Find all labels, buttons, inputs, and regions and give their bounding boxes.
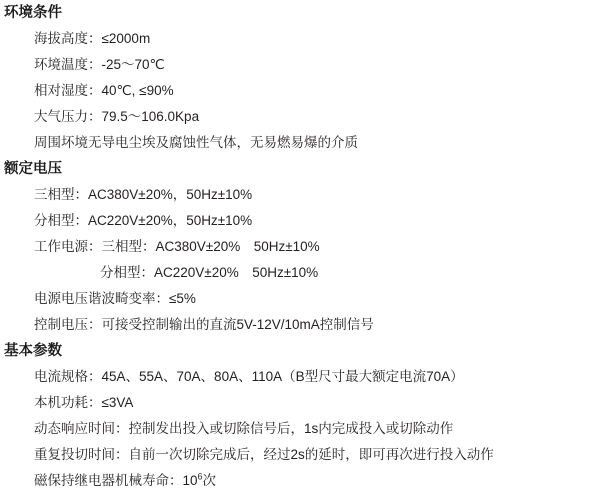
- spec-row-ambient-temperature: [0, 52, 607, 78]
- spec-row-working-power-supply: [0, 234, 607, 260]
- spec-value-relay-mechanical-life-suffix: 次: [202, 473, 217, 488]
- spec-row-relative-humidity: [0, 78, 607, 104]
- spec-value-working-power-supply-three-phase: 三相型：AC380V±20% 50Hz±10%: [101, 239, 320, 254]
- spec-row-repeat-switching-time: [0, 442, 607, 468]
- section-title-environment: 环境条件: [4, 5, 62, 21]
- spec-value-atmospheric-pressure: 79.5～106.0Kpa: [101, 109, 200, 124]
- spec-row-power-consumption: [0, 390, 607, 416]
- spec-row-control-voltage: [0, 312, 607, 338]
- section-title-rated-voltage: 额定电压: [4, 161, 62, 177]
- spec-row-split-phase: [0, 208, 607, 234]
- spec-value-relay-mechanical-life: 10: [182, 473, 198, 488]
- spec-value-repeat-switching-time: 自前一次切除完成后，经过2s的延时，即可再次进行投入动作: [128, 447, 494, 462]
- spec-label-repeat-switching-time: 重复投切时间：: [34, 447, 129, 462]
- spec-value-split-phase: AC220V±20%，50Hz±10%: [88, 213, 253, 228]
- section-title-basic-parameters: 基本参数: [4, 343, 62, 359]
- spec-label-control-voltage: 控制电压：: [34, 317, 102, 332]
- spec-value-altitude: ≤2000m: [101, 31, 151, 46]
- spec-label-relative-humidity: 相对湿度：: [34, 83, 102, 98]
- spec-label-power-consumption: 本机功耗：: [34, 395, 102, 410]
- spec-label-split-phase: 分相型：: [34, 213, 88, 228]
- spec-row-three-phase: [0, 182, 607, 208]
- spec-value-three-phase: AC380V±20%，50Hz±10%: [88, 187, 253, 202]
- spec-row-working-power-supply-split-phase: [0, 260, 607, 286]
- spec-value-ambient-temperature: -25～70℃: [101, 57, 165, 72]
- spec-label-ambient-temperature: 环境温度：: [34, 57, 102, 72]
- spec-row-harmonic-distortion: [0, 286, 607, 312]
- spec-value-working-power-supply-split-phase: 分相型：AC220V±20% 50Hz±10%: [100, 265, 319, 280]
- spec-value-relay-mechanical-life-exponent: 6: [197, 471, 203, 482]
- spec-value-control-voltage: 可接受控制输出的直流5V-12V/10mA控制信号: [101, 317, 374, 332]
- spec-value-current-rating: 45A、55A、70A、80A、110A（B型尺寸最大额定电流70A）: [101, 369, 464, 384]
- spec-label-working-power-supply: 工作电源：: [34, 239, 102, 254]
- spec-value-dynamic-response-time: 控制发出投入或切除信号后，1s内完成投入或切除动作: [128, 421, 454, 436]
- spec-value-surrounding-environment: 周围坏境无导电尘埃及腐蚀性气体，无易燃易爆的介质: [34, 135, 358, 150]
- spec-row-current-rating: [0, 364, 607, 390]
- spec-label-atmospheric-pressure: 大气压力：: [34, 109, 102, 124]
- spec-row-atmospheric-pressure: [0, 104, 607, 130]
- spec-value-relative-humidity: 40℃, ≤90%: [101, 83, 174, 98]
- spec-row-surrounding-environment: [0, 130, 607, 156]
- spec-row-altitude: [0, 26, 607, 52]
- spec-label-harmonic-distortion: 电源电压谐波畸变率：: [34, 291, 169, 306]
- spec-row-relay-mechanical-life: [0, 468, 607, 494]
- spec-value-harmonic-distortion: ≤5%: [169, 291, 196, 306]
- spec-row-dynamic-response-time: [0, 416, 607, 442]
- spec-label-three-phase: 三相型：: [34, 187, 88, 202]
- spec-label-relay-mechanical-life: 磁保持继电器机械寿命：: [34, 473, 183, 488]
- spec-value-power-consumption: ≤3VA: [101, 395, 134, 410]
- spec-label-dynamic-response-time: 动态响应时间：: [34, 421, 129, 436]
- spec-label-altitude: 海拔高度：: [34, 31, 102, 46]
- spec-label-current-rating: 电流规格：: [34, 369, 102, 384]
